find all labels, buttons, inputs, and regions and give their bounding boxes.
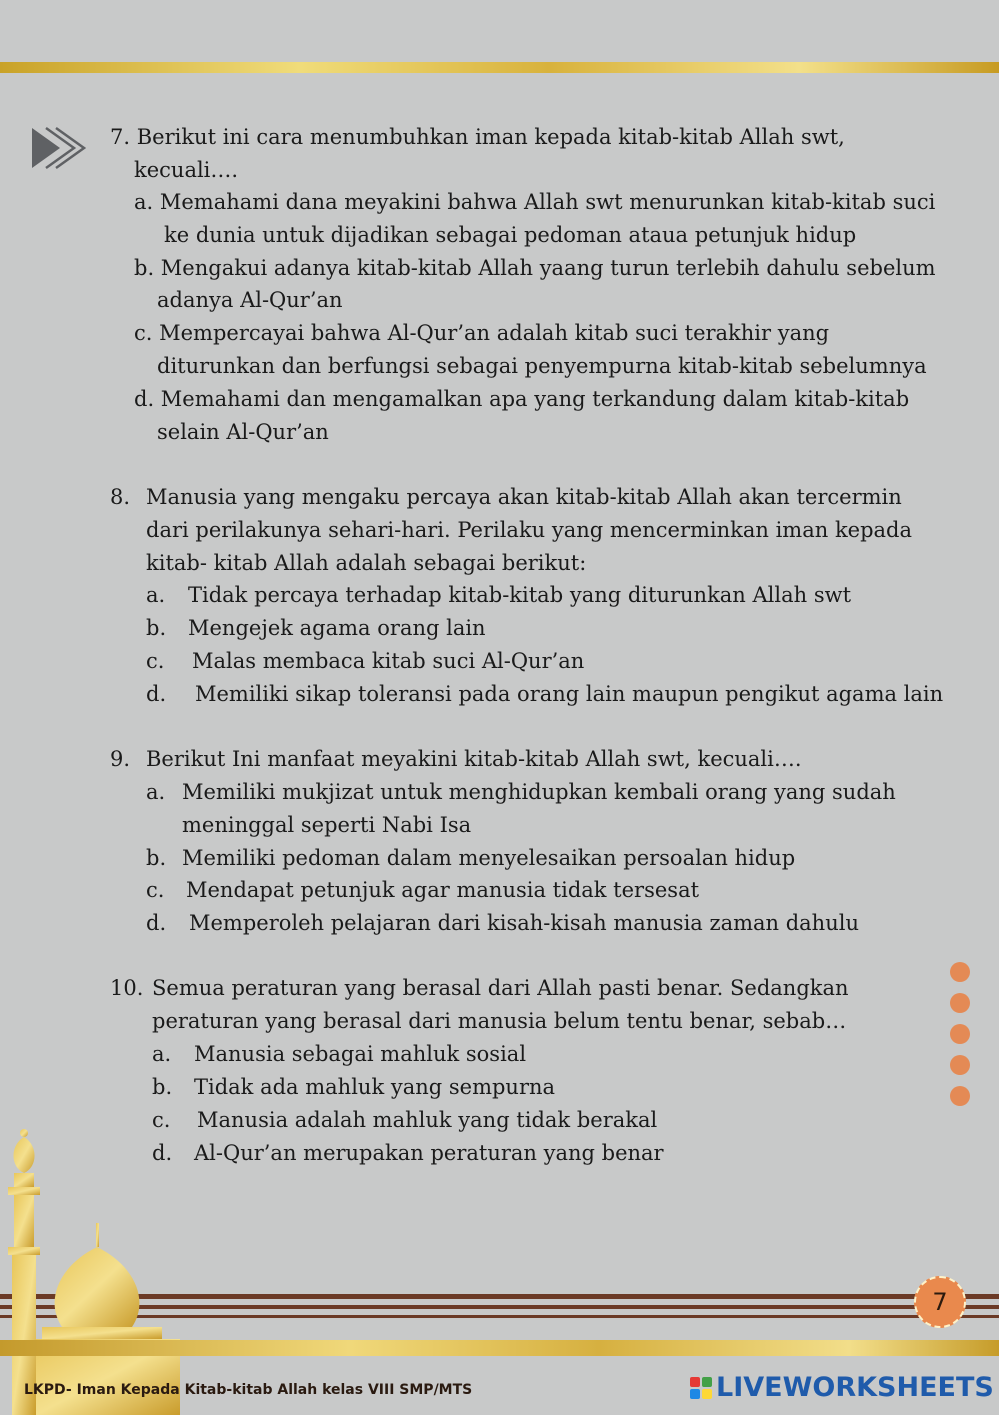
triple-chevron-right-icon [30, 124, 86, 172]
dot-icon [950, 1055, 970, 1075]
decorative-dots [950, 962, 970, 1117]
q9-option-b-label: b. [146, 846, 167, 870]
q7-stem-line-2: kecuali…. [134, 158, 239, 182]
q9-option-a-line-2[interactable]: meninggal seperti Nabi Isa [182, 813, 472, 837]
q7-option-a-line-2[interactable]: ke dunia untuk dijadikan sebagai pedoman ataua petunjuk hidup [164, 223, 857, 247]
q9-option-d-label: d. [146, 911, 167, 935]
q10-option-b[interactable]: Tidak ada mahluk yang sempurna [194, 1075, 556, 1099]
dot-icon [950, 993, 970, 1013]
q7-option-a-line-1[interactable]: a. Memahami dana meyakini bahwa Allah swt menurunkan kitab-kitab suci [134, 190, 936, 214]
logo-squares-icon [690, 1377, 712, 1399]
q9-option-a-line-1[interactable]: Memiliki mukjizat untuk menghidupkan kembali orang yang sudah [182, 780, 896, 804]
dot-icon [950, 1024, 970, 1044]
q9-option-b[interactable]: Memiliki pedoman dalam menyelesaikan persoalan hidup [182, 846, 796, 870]
q8-number: 8. [110, 485, 131, 509]
q10-number: 10. [110, 976, 144, 1000]
q9-number: 9. [110, 747, 131, 771]
q9-stem-line-1: Berikut Ini manfaat meyakini kitab-kitab Allah swt, kecuali…. [146, 747, 802, 771]
q10-option-b-label: b. [152, 1075, 173, 1099]
q8-option-c-label: c. [146, 649, 165, 673]
q8-stem-line-3: kitab- kitab Allah adalah sebagai berikut: [146, 551, 587, 575]
q10-stem-line-1: Semua peraturan yang berasal dari Allah pasti benar. Sedangkan [152, 976, 849, 1000]
dot-icon [950, 962, 970, 982]
q7-option-c-line-2[interactable]: diturunkan dan berfungsi sebagai penyempurna kitab-kitab sebelumnya [157, 354, 927, 378]
dot-icon [950, 1086, 970, 1106]
mosque-silhouette-icon [0, 1115, 180, 1415]
q10-stem-line-2: peraturan yang berasal dari manusia belum tentu benar, sebab… [152, 1009, 847, 1033]
q9-option-c-label: c. [146, 878, 165, 902]
q8-option-c[interactable]: Malas membaca kitab suci Al-Qur’an [192, 649, 585, 673]
q10-option-a-label: a. [152, 1042, 172, 1066]
q7-option-b-line-1[interactable]: b. Mengakui adanya kitab-kitab Allah yaang turun terlebih dahulu sebelum [134, 256, 936, 280]
q7-option-b-line-2[interactable]: adanya Al-Qur’an [157, 288, 343, 312]
q8-option-d-label: d. [146, 682, 167, 706]
q10-option-d-label: d. [152, 1141, 173, 1165]
q8-option-d[interactable]: Memiliki sikap toleransi pada orang lain maupun pengikut agama lain [195, 682, 944, 706]
q8-option-b[interactable]: Mengejek agama orang lain [188, 616, 486, 640]
bottom-gold-band [0, 1340, 999, 1356]
q10-option-d[interactable]: Al-Qur’an merupakan peraturan yang benar [194, 1141, 664, 1165]
q10-option-a[interactable]: Manusia sebagai mahluk sosial [194, 1042, 527, 1066]
q8-option-a[interactable]: Tidak percaya terhadap kitab-kitab yang diturunkan Allah swt [188, 583, 852, 607]
q7-option-d-line-2[interactable]: selain Al-Qur’an [157, 420, 329, 444]
q8-stem-line-1: Manusia yang mengaku percaya akan kitab-kitab Allah akan tercermin [146, 485, 902, 509]
q8-option-a-label: a. [146, 583, 166, 607]
liveworksheets-logo[interactable] [690, 1372, 994, 1403]
q7-option-c-line-1[interactable]: c. Mempercayai bahwa Al-Qur’an adalah kitab suci terakhir yang [134, 321, 830, 345]
logo-text: LIVEWORKSHEETS [716, 1372, 994, 1403]
q10-option-c-label: c. [152, 1108, 171, 1132]
q8-option-b-label: b. [146, 616, 167, 640]
top-gold-bar [0, 62, 999, 73]
q10-option-c[interactable]: Manusia adalah mahluk yang tidak berakal [197, 1108, 658, 1132]
q7-option-d-line-1[interactable]: d. Memahami dan mengamalkan apa yang terkandung dalam kitab-kitab [134, 387, 910, 411]
page-number-badge: 7 [914, 1276, 966, 1328]
footer-title: LKPD- Iman Kepada Kitab-kitab Allah kelas VIII SMP/MTS [24, 1382, 473, 1398]
q9-option-a-label: a. [146, 780, 166, 804]
q8-stem-line-2: dari perilakunya sehari-hari. Perilaku yang mencerminkan iman kepada [146, 518, 913, 542]
q9-option-c[interactable]: Mendapat petunjuk agar manusia tidak tersesat [186, 878, 700, 902]
q9-option-d[interactable]: Memperoleh pelajaran dari kisah-kisah manusia zaman dahulu [189, 911, 859, 935]
q7-stem-line-1: 7. Berikut ini cara menumbuhkan iman kepada kitab-kitab Allah swt, [110, 125, 845, 149]
